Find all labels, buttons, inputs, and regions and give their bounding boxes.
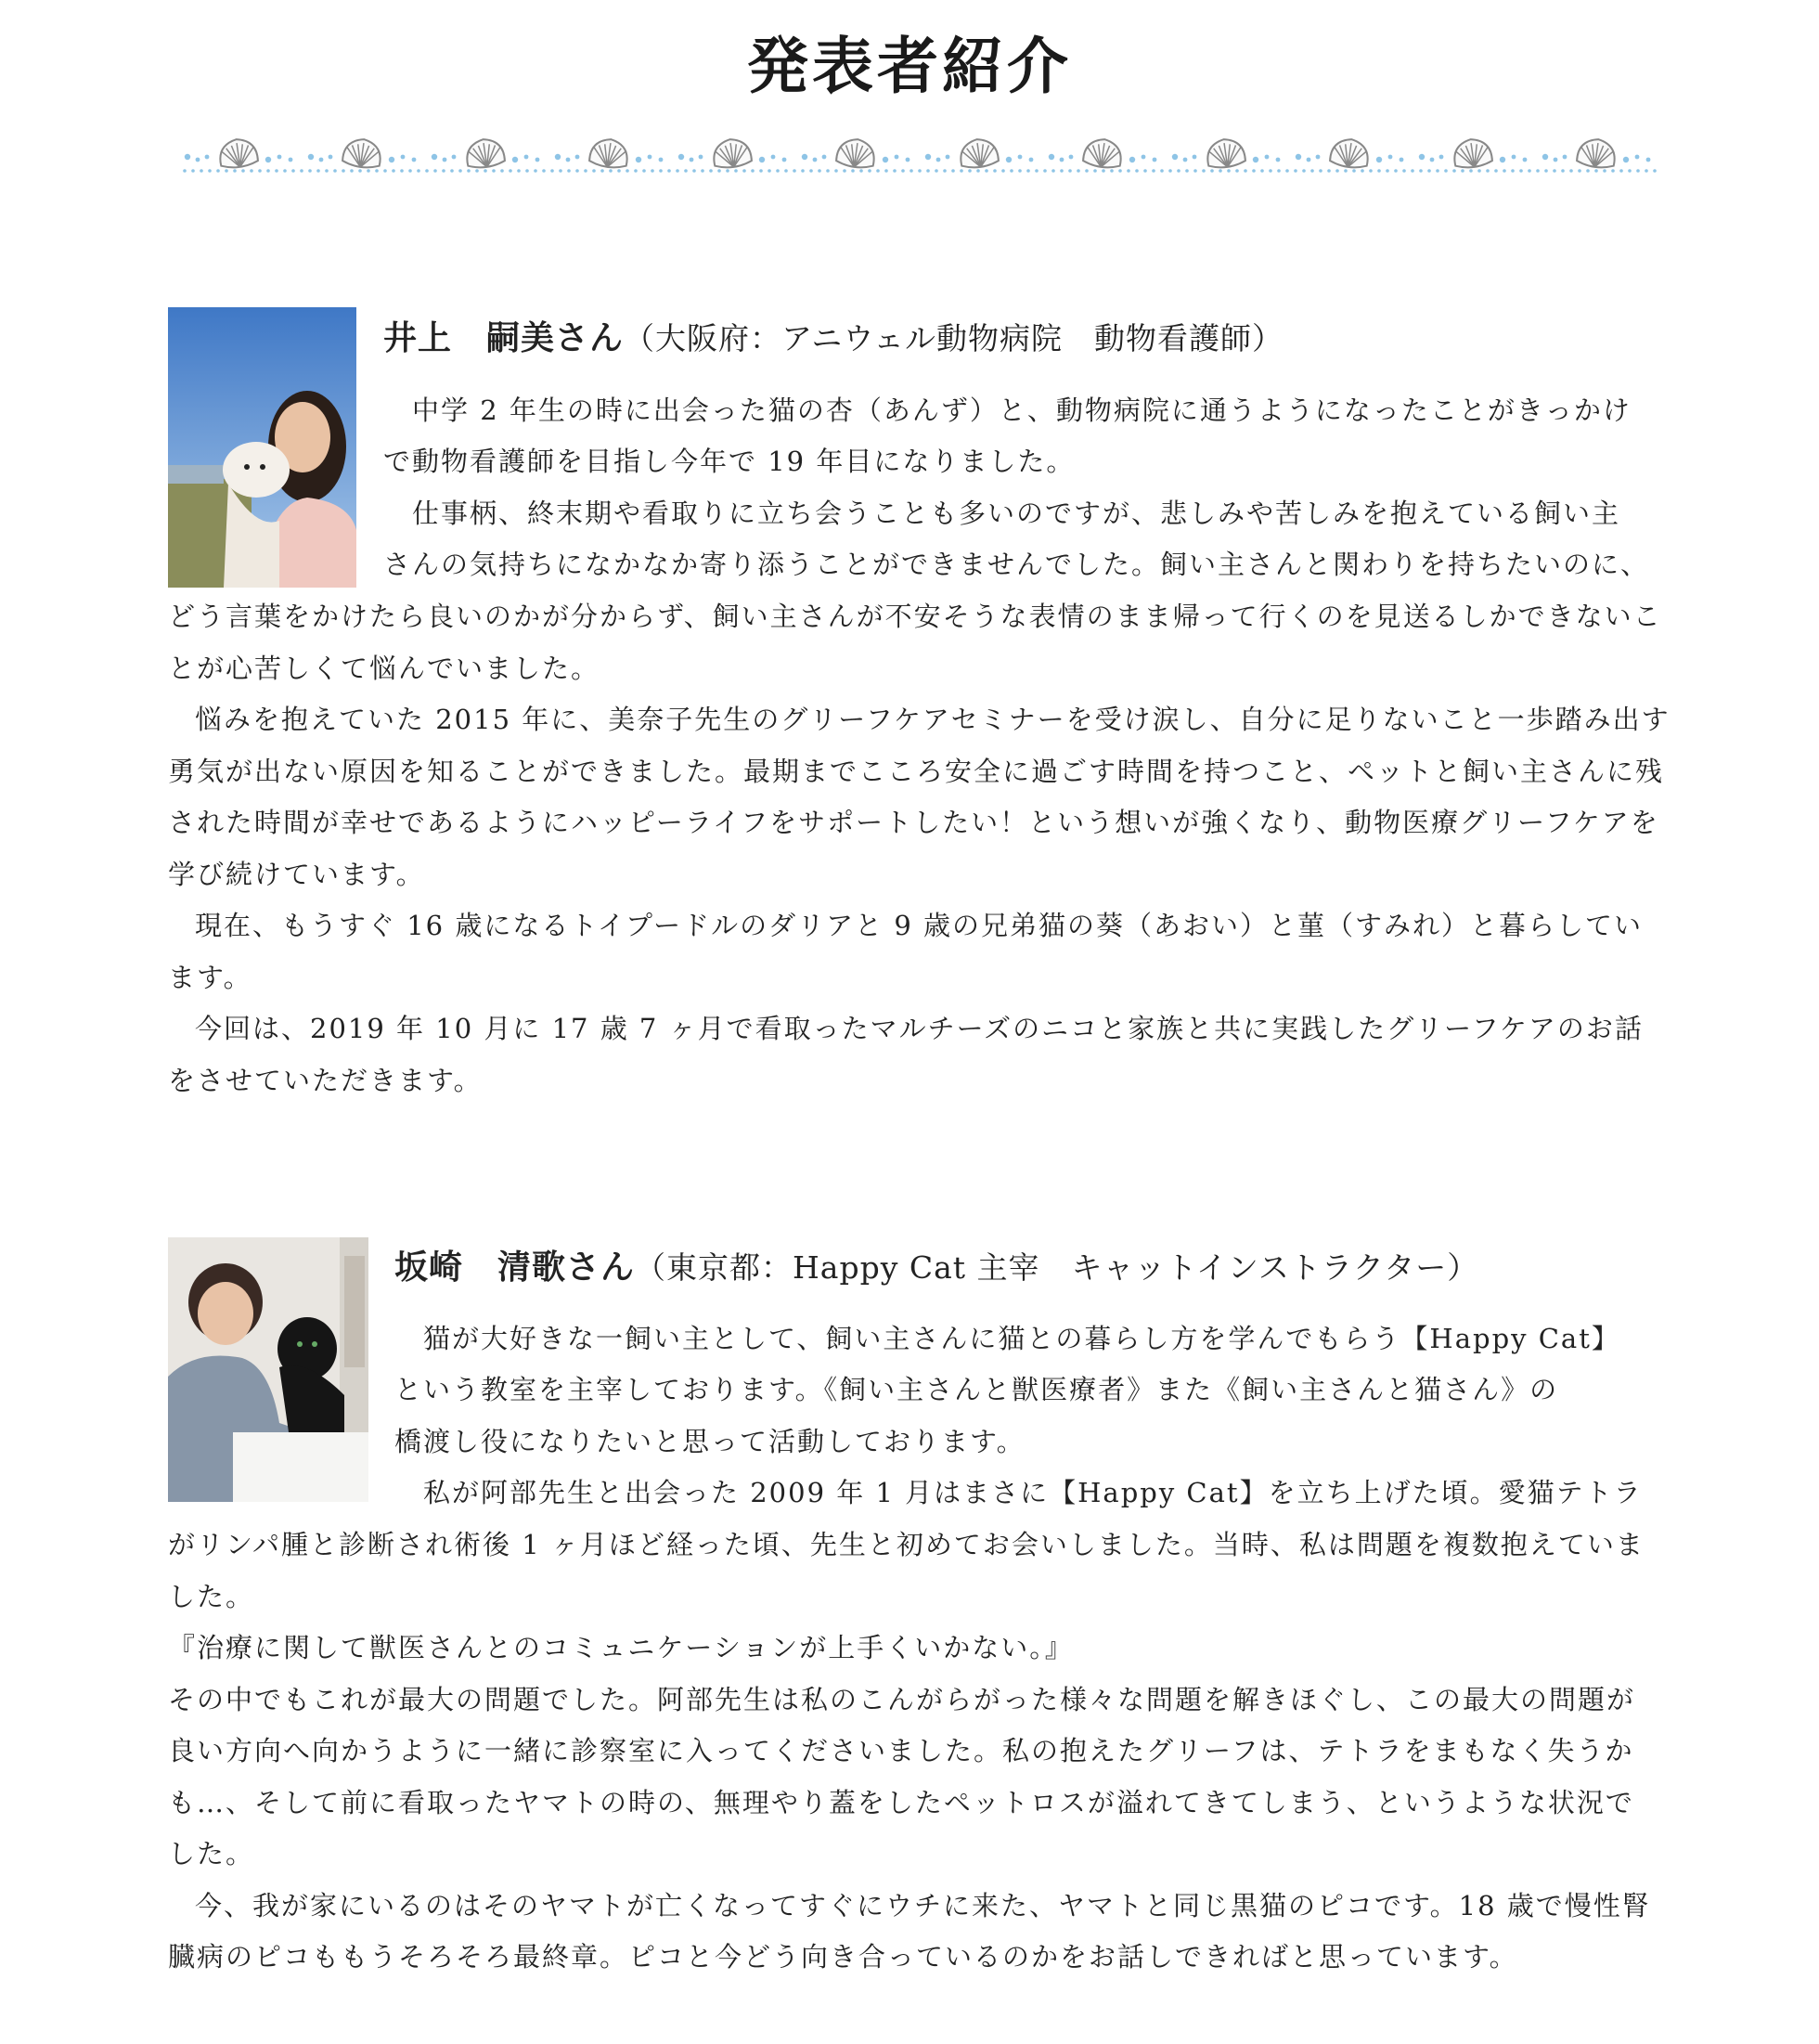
border-dot xyxy=(910,169,913,173)
border-dot xyxy=(592,169,596,173)
shell-icon xyxy=(1206,136,1246,169)
bio-line: 仕事柄、終末期や看取りに立ち会うことも多いのですが、悲しみや苦しみを抱えている飼い主 xyxy=(383,498,1621,529)
border-dot xyxy=(1152,169,1155,173)
border-dot xyxy=(1486,169,1490,173)
border-dot xyxy=(726,169,729,173)
speaker-name: 坂崎 清歌さん xyxy=(394,1248,636,1287)
border-dot xyxy=(1153,158,1157,162)
border-dot xyxy=(1319,169,1322,173)
border-dot xyxy=(185,154,190,160)
border-dot xyxy=(1168,169,1172,173)
border-dot xyxy=(1563,155,1567,160)
border-dot xyxy=(216,169,220,173)
border-dot xyxy=(1361,169,1364,173)
border-dot xyxy=(1578,169,1581,173)
border-dot xyxy=(1276,158,1281,162)
border-dot xyxy=(233,169,237,173)
border-dot xyxy=(417,169,420,173)
border-dot xyxy=(1260,169,1264,173)
bio-paragraph: 今、我が家にいるのはそのヤマトが亡くなってすぐにウチに来た、ヤマトと同じ黒猫のピコです。18 歳で慢性腎臓病のピコももうそろそろ最終章。ピコと今どう向き合っているのかをお話しできればと思っています。 xyxy=(168,1889,1651,1973)
bio-line: 橋渡し役になりたいと思って活動しております。 xyxy=(394,1426,1026,1457)
border-dot xyxy=(1193,169,1197,173)
border-dot xyxy=(1623,157,1629,162)
border-dot xyxy=(1419,169,1423,173)
border-dot xyxy=(1646,158,1651,162)
border-dot xyxy=(383,169,387,173)
border-dot xyxy=(642,169,646,173)
border-dot xyxy=(1528,169,1531,173)
border-dot xyxy=(575,155,580,160)
border-dot xyxy=(308,154,314,160)
border-dot xyxy=(258,169,262,173)
border-dot xyxy=(1386,169,1389,173)
border-dot xyxy=(1544,169,1548,173)
border-dot xyxy=(1143,169,1147,173)
border-dot xyxy=(709,169,713,173)
border-dot xyxy=(1160,169,1164,173)
border-dot xyxy=(906,158,910,162)
border-dot xyxy=(1060,169,1064,173)
border-dot xyxy=(525,169,529,173)
border-dot xyxy=(943,169,947,173)
speaker-affiliation: （大阪府：アニウェル動物病院 動物看護師） xyxy=(624,320,1284,356)
border-dot xyxy=(935,169,938,173)
border-dot xyxy=(319,158,324,162)
border-dot xyxy=(1277,169,1281,173)
border-dot xyxy=(567,169,571,173)
border-dot xyxy=(1269,169,1272,173)
border-dot xyxy=(1051,169,1055,173)
border-dot xyxy=(1452,169,1456,173)
border-dot xyxy=(1419,154,1425,160)
shell-icon xyxy=(1452,136,1493,169)
border-dot xyxy=(901,169,905,173)
border-dot xyxy=(809,169,813,173)
border-dot xyxy=(1411,169,1414,173)
border-dot xyxy=(200,169,203,173)
border-dot xyxy=(1043,169,1047,173)
border-dot xyxy=(467,169,471,173)
border-dot xyxy=(1265,155,1270,160)
border-dot xyxy=(1603,169,1606,173)
border-dot xyxy=(600,169,604,173)
shell-icon xyxy=(342,136,382,169)
border-dot xyxy=(289,158,293,162)
page-title: 発表者紹介 xyxy=(747,31,1072,102)
border-dot xyxy=(734,169,738,173)
border-dot xyxy=(509,169,512,173)
border-dot xyxy=(1500,157,1505,162)
border-dot xyxy=(1645,169,1648,173)
border-dot xyxy=(1316,155,1321,160)
border-dot xyxy=(1177,169,1180,173)
border-dot xyxy=(1001,169,1005,173)
border-dot xyxy=(1018,169,1022,173)
border-dot xyxy=(784,169,788,173)
border-dot xyxy=(768,169,771,173)
bio-paragraph: 現在、もうすぐ 16 歳になるトイプードルのダリアと 9 歳の兄弟猫の葵（あおい）と菫（すみれ）と暮らしています。 xyxy=(168,910,1644,993)
border-dot xyxy=(1569,169,1573,173)
border-dot xyxy=(884,169,888,173)
speaker-bio-continued xyxy=(168,1520,1653,1984)
border-dot xyxy=(524,155,529,160)
bio-line: 中学 2 年生の時に出会った猫の杏（あんず）と、動物病院に通うようになったことがきっかけ xyxy=(383,395,1632,426)
border-dot xyxy=(1436,169,1439,173)
border-dot xyxy=(1369,169,1373,173)
bio-line: 猫が大好きな一飼い主として、飼い主さんに猫との暮らし方を学んでもらう【Happy Cat】 xyxy=(394,1323,1620,1354)
border-dot xyxy=(452,155,457,160)
border-dot xyxy=(450,169,454,173)
border-dot xyxy=(1394,169,1398,173)
border-dot xyxy=(1561,169,1565,173)
border-dot xyxy=(475,169,479,173)
border-dot xyxy=(692,169,696,173)
border-dot xyxy=(1377,169,1381,173)
border-dot xyxy=(1252,169,1256,173)
bio-paragraph: 今回は、2019 年 10 月に 17 歳 7 ヶ月で看取ったマルチーズのニコと家族と共に実践したグリーフケアのお話をさせていただきます。 xyxy=(168,1013,1644,1096)
bio-paragraph: 悩みを抱えていた 2015 年に、美奈子先生のグリーフケアセミナーを受け涙し、自分に足りないこと一歩踏み出す勇気が出ない原因を知ることができました。最期までこころ安全に過ごす時間を持つこと、ペットと飼い主さんに残された時間が幸せであるようにハッピーライフをサポートしたい！という想いが強くなり、動物医療グリーフケアを学び続けています。 xyxy=(168,704,1671,890)
border-dot xyxy=(300,169,303,173)
border-dot xyxy=(559,169,562,173)
border-dot xyxy=(1296,154,1301,160)
border-dot xyxy=(208,169,212,173)
border-dot xyxy=(1029,158,1034,162)
shell-icon xyxy=(712,136,753,169)
speaker-name: 井上 嗣美さん xyxy=(383,318,625,357)
bio-line: という教室を主宰しております。《飼い主さんと獣医療者》また《飼い主さんと猫さん》の xyxy=(394,1374,1559,1405)
border-dot xyxy=(1210,169,1214,173)
border-dot xyxy=(985,169,988,173)
border-dot xyxy=(609,169,613,173)
border-dot xyxy=(1129,157,1135,162)
border-dot xyxy=(1519,169,1523,173)
border-dot xyxy=(412,158,417,162)
border-dot xyxy=(425,169,429,173)
border-dot xyxy=(1294,169,1297,173)
border-dot xyxy=(834,169,838,173)
border-dot xyxy=(266,169,270,173)
border-dot xyxy=(782,158,787,162)
border-dot xyxy=(651,169,654,173)
speaker-bio-continued xyxy=(168,591,1671,1106)
border-dot xyxy=(1227,169,1231,173)
border-dot xyxy=(1102,169,1105,173)
border-dot xyxy=(401,155,406,160)
border-dot xyxy=(1444,169,1448,173)
border-dot xyxy=(291,169,295,173)
border-dot xyxy=(759,169,763,173)
shell-icon xyxy=(588,136,629,169)
border-dot xyxy=(1172,154,1178,160)
bio-line: さんの気持ちになかなか寄り添うことができませんでした。飼い主さんと関わりを持ちたいのに、 xyxy=(383,549,1650,580)
border-dot xyxy=(1335,169,1339,173)
border-dot xyxy=(659,158,664,162)
border-dot xyxy=(684,169,688,173)
border-dot xyxy=(1511,169,1515,173)
border-dot xyxy=(818,169,821,173)
border-dot xyxy=(1093,169,1097,173)
border-dot xyxy=(375,169,379,173)
border-dot xyxy=(1554,158,1558,162)
border-dot xyxy=(690,158,694,162)
border-dot xyxy=(400,169,404,173)
border-dot xyxy=(333,169,337,173)
border-dot xyxy=(813,158,818,162)
border-dot xyxy=(1018,155,1023,160)
border-dot xyxy=(946,155,950,160)
border-dot xyxy=(648,155,652,160)
border-dot xyxy=(534,169,537,173)
border-dot xyxy=(358,169,362,173)
bio-line: 私が阿部先生と出会った 2009 年 1 月はまさに【Happy Cat】を立ち上げた頃。愛猫テトラ xyxy=(394,1477,1643,1508)
border-dot xyxy=(1388,155,1393,160)
border-dot xyxy=(367,169,370,173)
border-dot xyxy=(676,169,679,173)
bio-line: で動物看護師を目指し今年で 19 年目になりました。 xyxy=(383,446,1076,477)
border-dot xyxy=(550,169,554,173)
border-dot xyxy=(1135,169,1139,173)
border-dot xyxy=(1118,169,1122,173)
border-dot xyxy=(443,158,447,162)
border-dot xyxy=(659,169,663,173)
border-dot xyxy=(1635,155,1640,160)
border-dot xyxy=(1477,169,1481,173)
border-dot xyxy=(851,169,855,173)
speaker-name-line xyxy=(394,1241,1478,1288)
border-dot xyxy=(826,169,830,173)
border-dot xyxy=(566,158,571,162)
bio-paragraph: 『治療に関して獣医さんとのコミュニケーションが上手くいかない。』 xyxy=(168,1632,1074,1663)
border-dot xyxy=(1193,155,1197,160)
border-dot xyxy=(925,154,931,160)
border-dot xyxy=(1026,169,1030,173)
border-dot xyxy=(636,157,641,162)
border-dot xyxy=(1553,169,1556,173)
border-dot xyxy=(868,169,871,173)
border-dot xyxy=(759,157,765,162)
border-dot xyxy=(1253,157,1258,162)
speaker-affiliation: （東京都：Happy Cat 主宰 キャットインストラクター） xyxy=(635,1249,1479,1286)
border-dot xyxy=(1430,158,1435,162)
border-dot xyxy=(1069,155,1074,160)
border-dot xyxy=(976,169,980,173)
border-dot xyxy=(801,169,805,173)
border-dot xyxy=(275,169,278,173)
border-dot xyxy=(205,155,210,160)
border-dot xyxy=(225,169,228,173)
border-dot xyxy=(895,155,899,160)
border-dot xyxy=(1494,169,1498,173)
shell-icon xyxy=(1082,136,1123,169)
border-dot xyxy=(1235,169,1239,173)
border-dot xyxy=(512,157,518,162)
border-dot xyxy=(1439,155,1444,160)
border-dot xyxy=(634,169,638,173)
shell-icon xyxy=(835,136,876,169)
border-dot xyxy=(1077,169,1080,173)
border-dot xyxy=(492,169,496,173)
border-dot xyxy=(1628,169,1632,173)
border-dot xyxy=(802,154,807,160)
border-dot xyxy=(484,169,487,173)
border-dot xyxy=(1060,158,1064,162)
border-dot xyxy=(1594,169,1598,173)
shell-border-decoration xyxy=(181,130,1657,182)
border-dot xyxy=(993,169,997,173)
border-dot xyxy=(1285,169,1289,173)
border-dot xyxy=(918,169,922,173)
border-dot xyxy=(699,155,703,160)
border-dot xyxy=(771,155,776,160)
border-dot xyxy=(843,169,846,173)
border-dot xyxy=(408,169,412,173)
border-dot xyxy=(1006,157,1012,162)
border-dot xyxy=(1461,169,1464,173)
border-dot xyxy=(542,169,546,173)
border-dot xyxy=(191,169,195,173)
border-dot xyxy=(883,157,888,162)
border-dot xyxy=(776,169,780,173)
speaker-photo-sakazaki xyxy=(168,1237,368,1502)
border-dot xyxy=(742,169,746,173)
border-dot xyxy=(342,169,345,173)
border-dot xyxy=(1402,169,1406,173)
border-dot xyxy=(1244,169,1247,173)
border-dot xyxy=(859,169,863,173)
border-dot xyxy=(1142,155,1146,160)
border-dot xyxy=(329,155,333,160)
border-dot xyxy=(1035,169,1039,173)
border-dot xyxy=(250,169,253,173)
border-dot xyxy=(1327,169,1331,173)
border-dot xyxy=(1400,158,1404,162)
border-dot xyxy=(1219,169,1222,173)
border-dot xyxy=(1307,158,1311,162)
border-dot xyxy=(960,169,963,173)
bio-paragraph: どう言葉をかけたら良いのかが分からず、飼い主さんが不安そうな表情のまま帰って行くのを見送るしかできないことが心苦しくて悩んでいました。 xyxy=(168,601,1662,684)
border-dot xyxy=(283,169,287,173)
border-dot xyxy=(1302,169,1306,173)
border-dot xyxy=(1183,158,1188,162)
border-dot xyxy=(1202,169,1206,173)
border-dot xyxy=(392,169,395,173)
border-dot xyxy=(1536,169,1540,173)
border-dot xyxy=(575,169,579,173)
border-dot xyxy=(350,169,354,173)
border-dot xyxy=(584,169,587,173)
speaker-photo-inoue xyxy=(168,307,356,588)
border-dot xyxy=(926,169,930,173)
border-dot xyxy=(517,169,521,173)
bio-paragraph: がリンパ腫と診断され術後 1 ヶ月ほど経った頃、先生と初めてお会いしました。当時、私は問題を複数抱えていました。 xyxy=(168,1529,1645,1612)
border-dot xyxy=(678,154,684,160)
border-dot xyxy=(1653,169,1657,173)
border-dot xyxy=(458,169,462,173)
border-dot xyxy=(1085,169,1089,173)
border-dot xyxy=(1619,169,1623,173)
border-dot xyxy=(432,154,437,160)
border-dot xyxy=(389,157,394,162)
border-dot xyxy=(701,169,704,173)
shell-icon xyxy=(959,136,1000,169)
border-dot xyxy=(535,158,540,162)
border-dot xyxy=(876,169,880,173)
border-dot xyxy=(626,169,629,173)
border-dot xyxy=(316,169,320,173)
border-dot xyxy=(1049,154,1054,160)
border-dot xyxy=(1376,157,1382,162)
border-dot xyxy=(822,155,827,160)
shell-icon xyxy=(218,136,259,169)
shell-icon xyxy=(1329,136,1370,169)
border-dot xyxy=(936,158,941,162)
border-dot xyxy=(277,155,282,160)
shell-icon xyxy=(465,136,506,169)
border-dot xyxy=(433,169,437,173)
border-dot xyxy=(1427,169,1431,173)
border-dot xyxy=(196,158,200,162)
border-dot xyxy=(1503,169,1506,173)
border-dot xyxy=(265,157,271,162)
border-dot xyxy=(893,169,897,173)
border-dot xyxy=(1586,169,1590,173)
border-dot xyxy=(951,169,955,173)
speaker-name-line xyxy=(383,312,1284,359)
border-dot xyxy=(442,169,445,173)
border-dot xyxy=(183,169,187,173)
border-dot xyxy=(308,169,312,173)
border-dot xyxy=(555,154,561,160)
border-dot xyxy=(325,169,329,173)
border-dot xyxy=(241,169,245,173)
bio-paragraph: その中でもこれが最大の問題でした。阿部先生は私のこんがらがった様々な問題を解きほぐし、この最大の問題が良い方向へ向かうように一緒に診察室に入ってくださいました。私の抱えたグリーフは、テトラをまもなく失うかも…、そして前に看取ったヤマトの時の、無理やり蓋をしたペットロスが溢れてきてしまう、というような状況でした。 xyxy=(168,1683,1636,1869)
border-dot xyxy=(1344,169,1348,173)
border-dot xyxy=(717,169,721,173)
border-dot xyxy=(1110,169,1114,173)
border-dot xyxy=(1185,169,1189,173)
border-dot xyxy=(1512,155,1516,160)
border-dot xyxy=(1352,169,1356,173)
border-dot xyxy=(1127,169,1130,173)
border-dot xyxy=(500,169,504,173)
border-dot xyxy=(1542,154,1548,160)
border-dot xyxy=(1636,169,1640,173)
border-dot xyxy=(1010,169,1013,173)
border-dot xyxy=(1068,169,1072,173)
shell-icon xyxy=(1576,136,1617,169)
border-dot xyxy=(793,169,796,173)
border-dot xyxy=(1310,169,1314,173)
border-dot xyxy=(617,169,621,173)
border-dot xyxy=(667,169,671,173)
border-dot xyxy=(1469,169,1473,173)
border-dot xyxy=(751,169,755,173)
border-dot xyxy=(968,169,972,173)
border-dot xyxy=(1611,169,1615,173)
border-dot xyxy=(1523,158,1528,162)
